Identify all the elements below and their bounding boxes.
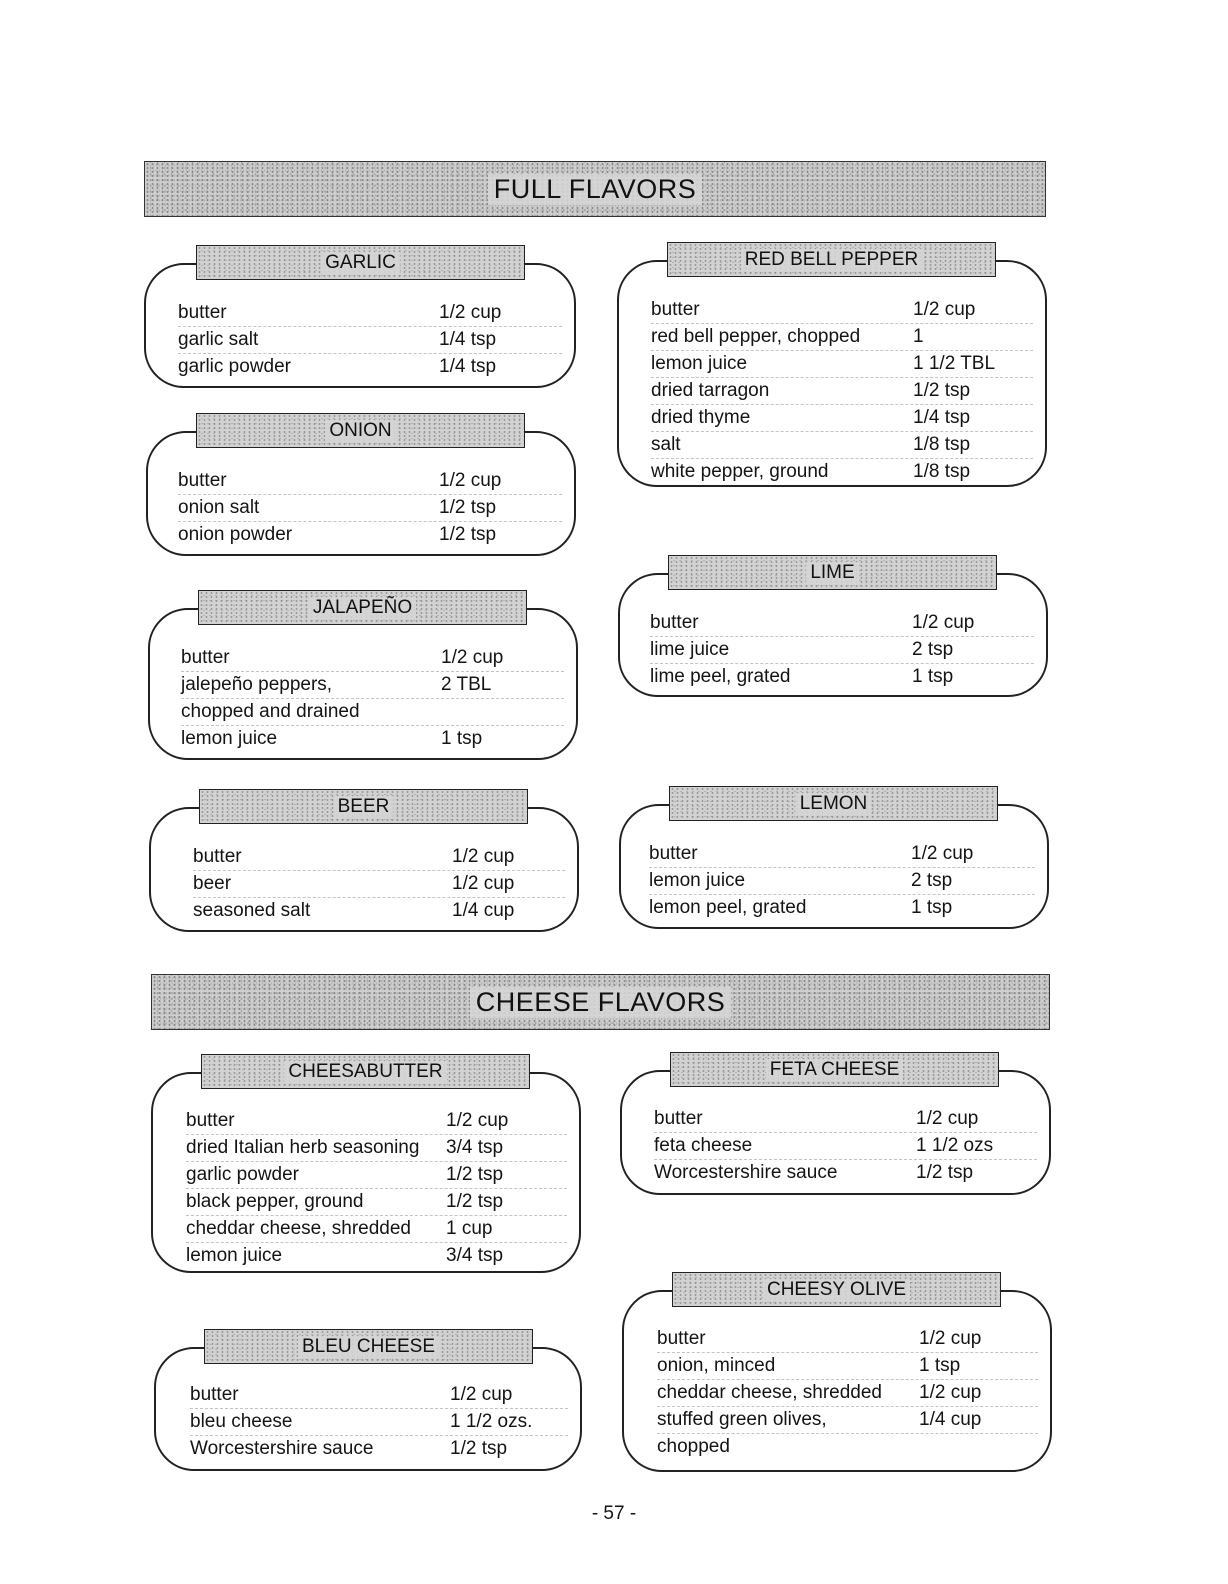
ingredient-row: red bell pepper, chopped 1 <box>651 324 1033 351</box>
page-number: - 57 - <box>591 1503 637 1524</box>
ingredient-row: lemon juice 2 tsp <box>649 868 1035 895</box>
recipe-card-onion <box>146 413 576 556</box>
ingredient-row: white pepper, ground 1/8 tsp <box>651 461 971 482</box>
recipe-title: JALAPEÑO <box>198 590 527 625</box>
full-flavors-title: FULL FLAVORS <box>488 174 703 205</box>
ingredient-row: onion powder 1/2 tsp <box>178 524 497 545</box>
recipe-title: LIME <box>668 555 997 590</box>
ingredient-row: onion salt 1/2 tsp <box>178 495 562 522</box>
recipe-title: ONION <box>196 413 525 448</box>
ingredient-row: butter 1/2 cup <box>651 297 1033 324</box>
recipe-card-lime <box>618 555 1048 697</box>
ingredient-row: butter 1/2 cup <box>190 1382 568 1409</box>
ingredient-row: butter 1/2 cup <box>649 841 1035 868</box>
recipe-title: BEER <box>199 789 528 824</box>
ingredient-row: dried tarragon 1/2 tsp <box>651 378 1033 405</box>
ingredient-row: feta cheese 1 1/2 ozs <box>654 1133 1037 1160</box>
ingredient-row: jalepeño peppers, 2 TBL <box>181 672 564 699</box>
ingredient-row: butter 1/2 cup <box>186 1108 567 1135</box>
ingredient-row: butter 1/2 cup <box>650 610 1034 637</box>
ingredient-row: lime peel, grated 1 tsp <box>650 666 954 687</box>
recipe-title: GARLIC <box>196 245 525 280</box>
ingredient-row: cheddar cheese, shredded 1 cup <box>186 1216 567 1243</box>
recipe-card-beer <box>149 789 579 932</box>
ingredient-row: Worcestershire sauce 1/2 tsp <box>654 1162 974 1183</box>
ingredient-row: chopped <box>657 1436 730 1457</box>
ingredient-row: Worcestershire sauce 1/2 tsp <box>190 1438 508 1459</box>
recipe-card-feta-cheese <box>620 1052 1051 1195</box>
ingredient-row: garlic powder 1/2 tsp <box>186 1162 567 1189</box>
ingredient-row: stuffed green olives, 1/4 cup <box>657 1407 1038 1434</box>
recipe-title: CHEESABUTTER <box>201 1054 530 1089</box>
recipe-card-cheesy-olive <box>622 1272 1052 1472</box>
ingredient-row: butter 1/2 cup <box>178 468 562 495</box>
ingredient-row: lime juice 2 tsp <box>650 637 1034 664</box>
recipe-title: CHEESY OLIVE <box>672 1272 1001 1307</box>
recipe-card-red-bell-pepper <box>617 242 1047 487</box>
ingredient-row: seasoned salt 1/4 cup <box>193 900 515 921</box>
recipe-title: LEMON <box>669 786 998 821</box>
cheese-flavors-title: CHEESE FLAVORS <box>470 987 732 1018</box>
recipe-card-lemon <box>619 786 1049 929</box>
ingredient-row: dried Italian herb seasoning 3/4 tsp <box>186 1135 567 1162</box>
ingredient-row: butter 1/2 cup <box>657 1326 1038 1353</box>
ingredient-row: lemon juice 3/4 tsp <box>186 1245 504 1266</box>
ingredient-row: cheddar cheese, shredded 1/2 cup <box>657 1380 1038 1407</box>
recipe-title: RED BELL PEPPER <box>667 242 996 277</box>
recipe-card-jalapeno <box>148 590 578 760</box>
ingredient-row: butter 1/2 cup <box>178 300 562 327</box>
ingredient-row: chopped and drained <box>181 699 564 726</box>
ingredient-row: salt 1/8 tsp <box>651 432 1033 459</box>
ingredient-row: butter 1/2 cup <box>654 1106 1037 1133</box>
ingredient-row: butter 1/2 cup <box>193 844 565 871</box>
ingredient-row: black pepper, ground 1/2 tsp <box>186 1189 567 1216</box>
ingredient-row: lemon juice 1 tsp <box>181 728 483 749</box>
recipe-card-garlic <box>144 245 576 388</box>
recipe-title: FETA CHEESE <box>670 1052 999 1087</box>
ingredient-row: onion, minced 1 tsp <box>657 1353 1038 1380</box>
ingredient-row: butter 1/2 cup <box>181 645 564 672</box>
ingredient-row: dried thyme 1/4 tsp <box>651 405 1033 432</box>
ingredient-row: garlic powder 1/4 tsp <box>178 356 497 377</box>
recipe-card-bleu-cheese <box>154 1329 582 1471</box>
ingredient-row: beer 1/2 cup <box>193 871 565 898</box>
full-flavors-banner <box>144 161 1046 217</box>
recipe-card-cheesabutter <box>151 1054 581 1273</box>
ingredient-row: garlic salt 1/4 tsp <box>178 327 562 354</box>
ingredient-row: bleu cheese 1 1/2 ozs. <box>190 1409 568 1436</box>
ingredient-row: lemon juice 1 1/2 TBL <box>651 351 1033 378</box>
cheese-flavors-banner <box>151 974 1050 1030</box>
ingredient-row: lemon peel, grated 1 tsp <box>649 897 953 918</box>
recipe-title: BLEU CHEESE <box>204 1329 533 1364</box>
